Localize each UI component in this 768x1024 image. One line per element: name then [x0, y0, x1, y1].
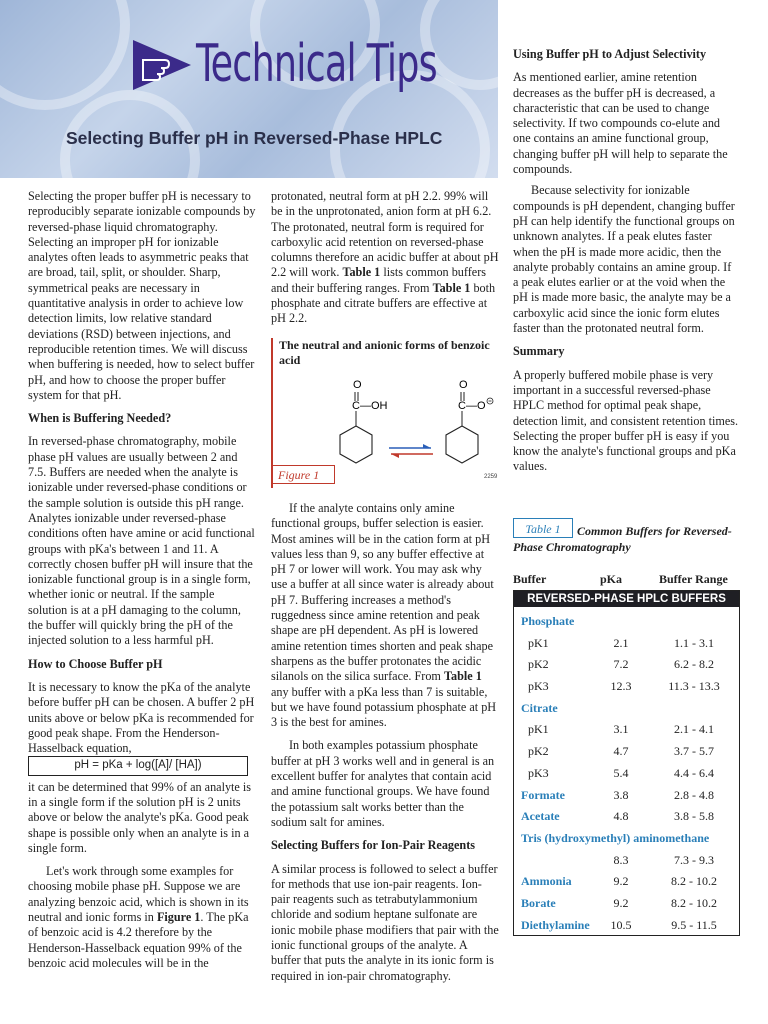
pka-value: 2.1 [613, 635, 629, 650]
table-row [514, 719, 739, 741]
column-3 [513, 47, 739, 475]
pka-value: 4.8 [613, 809, 629, 824]
table-row [514, 763, 739, 785]
buffer-name: Formate [521, 787, 565, 802]
buffer-range: 8.2 - 10.2 [671, 874, 717, 889]
buffer-range: 3.7 - 5.7 [674, 744, 714, 759]
table-row [514, 806, 739, 828]
buffer-name: pK2 [528, 657, 549, 672]
paragraph: In both examples potassium phosphate buffer at pH 3 works well and in general is an excellent buffer for analytes that contain acid and amine functional groups. We have found the potassium salt works better than the sodium salt for amines. [271, 738, 495, 829]
buffer-name: Phosphate [521, 614, 575, 628]
section-heading: Selecting Buffers for Ion-Pair Reagents [271, 838, 475, 853]
paragraph: A similar process is followed to select a buffer for methods that use ion-pair reagents. Ion-pair reagents such as tetrabutylammonium chloride and sodium heptane sulfonate are ionic mobile phase modifiers that pair with the ionic functional groups of the analyte. A buffer that puts the analyte in its ionic form is required in ion-pair chromatography. [271, 861, 499, 983]
header-banner [0, 0, 498, 178]
pka-value: 12.3 [610, 679, 632, 694]
table-row [514, 785, 739, 807]
pka-value: 5.4 [613, 765, 629, 780]
buffer-range: 1.1 - 3.1 [674, 635, 714, 650]
buffer-table [513, 590, 740, 936]
section-heading: When is Buffering Needed? [28, 411, 172, 426]
pka-value: 3.1 [613, 722, 629, 737]
buffer-range: 9.5 - 11.5 [671, 917, 717, 932]
table-row [514, 676, 739, 698]
buffer-range: 3.8 - 5.8 [674, 809, 714, 824]
buffer-name: pK2 [528, 744, 549, 759]
buffer-name: pK1 [528, 635, 549, 650]
table-reference: Table 1 [342, 265, 381, 280]
figure-label: Figure 1 [271, 465, 335, 484]
paragraph: Let's work through some examples for choosing mobile phase pH. Suppose we are analyzing benzoic acid, which is shown in its neutral and ionic forms in Figure 1. The pKa of benzoic acid is 4.2 therefore by the Henderson-Hasselback equation 99% of the benzoic acid molecules will be in the [28, 864, 249, 970]
table-row [514, 698, 739, 720]
buffer-range: 4.4 - 6.4 [674, 765, 714, 780]
paragraph: If the analyte contains only amine functional groups, buffer selection is easier. Most amines will be in the cation form at pH values less than 9, so any buffer effective at pH 7 or lower will work. You may ask why use a buffer at all since water is already about pH 7. Buffering increases a method's ruggedness since amine retention and peak shape are pH dependent. As pH is lowered amine retention times shorten and peak shape sharpens as the buffer protonates the acidic silanols on the silica surface. From Table 1 any buffer with a pKa less than 7 is suitable, but we have found potassium phosphate at pH 3 is the best for amines. [271, 501, 497, 730]
paragraph: As mentioned earlier, amine retention decreases as the buffer pH is decreased, a characteristic that can be used to change selectivity. If two compounds co-elute and one contains an amine functional group, changing buffer pH will help to separate the compounds. [513, 70, 728, 177]
table-reference: Table 1 [432, 280, 471, 295]
paragraph: Because selectivity for ionizable compounds is pH dependent, changing buffer pH can help identify the functional groups on unknown analytes. If a peak elutes faster when the pH is made more acidic, then the analyte probably contains an amine group. If a peak elutes earlier or at the void when the pH is made more basic, the analyte may be a carboxylic acid since the ionic form elutes faster than the protonated neutral form. [513, 183, 735, 336]
section-heading: How to Choose Buffer pH [28, 656, 163, 671]
buffer-name: Borate [521, 895, 556, 910]
table-header-range: Buffer Range [659, 572, 728, 586]
buffer-range: 2.1 - 4.1 [674, 722, 714, 737]
table-row [514, 893, 739, 915]
pka-value: 8.3 [613, 852, 629, 867]
table-row [514, 654, 739, 676]
section-heading: Using Buffer pH to Adjust Selectivity [513, 47, 707, 61]
buffer-name: Citrate [521, 700, 558, 715]
buffer-name: Diethylamine [521, 917, 590, 932]
table-reference: Table 1 [443, 669, 482, 684]
buffer-name: Tris (hydroxymethyl) aminomethane [521, 830, 710, 845]
buffer-name: Ammonia [521, 874, 572, 889]
table-label: Table 1 [513, 518, 573, 538]
buffer-range: 8.2 - 10.2 [671, 895, 717, 910]
buffer-range: 2.8 - 4.8 [674, 787, 714, 802]
svg-text:C—OH: C—OH [352, 400, 388, 412]
paragraph: Selecting the proper buffer pH is necessary to reproducibly separate ionizable compounds by reversed-phase liquid chromatography. Selecting an improper pH for ionizable analytes often leads to asymmetric peaks that are broad, tail, split, or shoulder. Sharp, symmetrical peaks are necessary in quantitative analysis in order to achieve low detection limits, low relative standard deviations (RSD) between injections, and reproducible retention times. We will discuss when buffering is needed, how to select buffer pH, and how to choose the proper buffer system for that pH. [28, 189, 256, 402]
column-1 [28, 189, 256, 971]
pka-value: 3.8 [613, 787, 629, 802]
svg-text:C—O: C—O [458, 400, 486, 412]
figure-reference: Figure 1 [156, 910, 201, 925]
table-banner: REVERSED-PHASE HPLC BUFFERS [514, 591, 739, 607]
table-row [514, 741, 739, 763]
table-header-buffer: Buffer [513, 572, 547, 586]
buffer-name: pK3 [528, 679, 549, 694]
table-row [514, 850, 739, 872]
pka-value: 9.2 [613, 895, 629, 910]
column-2 [271, 189, 499, 327]
page-subtitle: Selecting Buffer pH in Reversed-Phase HPLC [66, 128, 443, 148]
buffer-range: 11.3 - 13.3 [668, 679, 720, 694]
pka-value: 9.2 [613, 874, 629, 889]
pointing-hand-icon [133, 40, 191, 90]
table-row [514, 828, 739, 850]
buffer-range: 7.3 - 9.3 [674, 852, 714, 867]
table-row [514, 633, 739, 655]
figure-code: 2259 [484, 474, 498, 480]
paragraph: it can be determined that 99% of an analyte is in a single form if the solution pH is 2 units above or below the analyte's pKa. Good peak shape is possible only when an analyte is in a single form. [28, 779, 252, 855]
equation-box: pH = pKa + log([A]/ [HA]) [28, 756, 248, 775]
table-row [514, 611, 739, 633]
paragraph: A properly buffered mobile phase is very important in a successful reversed-phase HPLC method for optimal peak shape, detection limit, and consistent retention times. Selecting the proper buffer pH is easy if you know the analyte's functional groups and pKa values. [513, 367, 739, 474]
svg-text:O: O [459, 379, 468, 391]
buffer-name: Acetate [521, 809, 560, 824]
section-heading: Summary [513, 344, 565, 359]
paragraph: It is necessary to know the pKa of the analyte before buffer pH can be chosen. A buffer 2 pH units above or below pKa is recommended for good peak shape. From the Henderson-Hasselback equation, [28, 679, 255, 756]
figure-caption: The neutral and anionic forms of benzoic acid [279, 338, 490, 367]
page-title: Technical Tips [196, 34, 437, 94]
pka-value: 4.7 [613, 744, 629, 759]
buffer-name: pK1 [528, 722, 549, 737]
buffer-range: 6.2 - 8.2 [674, 657, 714, 672]
table-header-pka: pKa [600, 572, 623, 586]
buffer-name: pK3 [528, 765, 549, 780]
table-row [514, 871, 739, 893]
pka-value: 7.2 [613, 657, 629, 672]
column-2-continued [271, 501, 499, 984]
paragraph: protonated, neutral form at pH 2.2. 99% will be in the unprotonated, anion form at pH 6.2. The protonated, neutral form is required for carboxylic acid retention on reversed-phase columns therefore an acidic buffer at about pH 2.2 will work. Table 1 lists common buffers and their buffering ranges. From Table 1 both phosphate and citrate buffers are effective at pH 2.2. [271, 189, 499, 326]
atom-label: O [353, 379, 362, 391]
pka-value: 10.5 [610, 917, 632, 932]
table-row [514, 915, 739, 937]
table-title: Common Buffers for Reversed-Phase Chromatography [513, 524, 732, 554]
paragraph: In reversed-phase chromatography, mobile phase pH values are usually between 2 and 7.5. Buffers are needed when the analyte is ionizable under reversed-phase conditions or the sample solution is outside this pH range. Analytes ionizable under reversed-phase conditions often have amine or acid functional groups with pKa's between 1 and 11. A correctly chosen buffer pH will insure that the ionizable functional group is in a single form, whether ionic or neutral. If the sample solution is at a pH damaging to the column, the buffer will quickly bring the pH of the injected solution to a less harmful pH. [28, 434, 255, 648]
